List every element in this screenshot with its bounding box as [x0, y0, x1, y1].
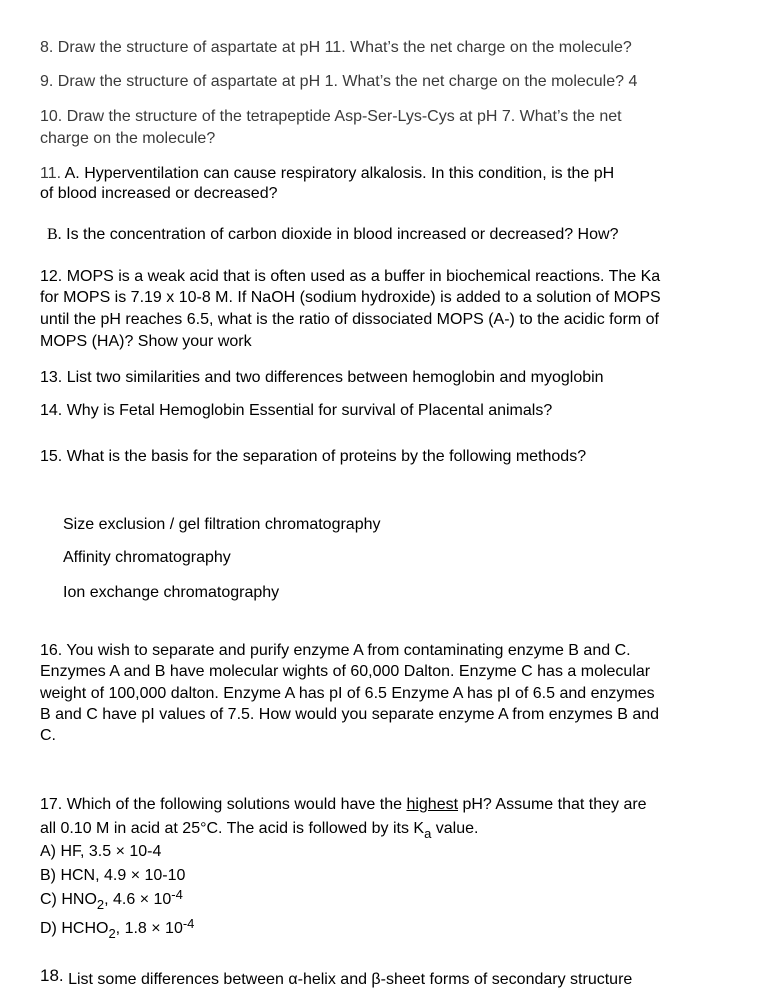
question-16-line-5: C. — [40, 727, 56, 744]
question-9: 9. Draw the structure of aspartate at pH 1. What’s the net charge on the molecule? 4 — [40, 73, 638, 90]
question-11b-label: B. — [47, 226, 62, 243]
question-18 — [40, 968, 632, 991]
option-c-subscript: 2 — [96, 897, 105, 912]
question-13: 13. List two similarities and two differences between hemoglobin and myoglobin — [40, 369, 604, 386]
question-11-number: 11. — [40, 165, 62, 182]
question-11b-text: Is the concentration of carbon dioxide in blood increased or decreased? How? — [61, 226, 619, 243]
option-d-text-a: D) HCHO — [40, 920, 109, 937]
option-d-subscript: 2 — [108, 926, 116, 941]
question-17-highest: highest — [406, 796, 459, 813]
question-16-line-3: weight of 100,000 dalton. Enzyme A has pI of 6.5 Enzyme A has pI of 6.5 and enzymes — [40, 685, 655, 702]
option-c-text-a: C) HNO — [40, 891, 97, 908]
option-d — [40, 918, 194, 940]
question-8: 8. Draw the structure of aspartate at pH 11. What’s the net charge on the molecule? — [40, 39, 632, 56]
option-b: B) HCN, 4.9 × 10-10 — [40, 867, 186, 884]
question-11b — [47, 224, 618, 246]
question-15: 15. What is the basis for the separation of proteins by the following methods? — [40, 448, 587, 465]
method-affinity: Affinity chromatography — [63, 549, 231, 566]
option-a: A) HF, 3.5 × 10-4 — [40, 843, 162, 860]
question-16-line-4: B and C have pI values of 7.5. How would you separate enzyme A from enzymes B and — [40, 706, 660, 723]
question-10-line-2: charge on the molecule? — [40, 130, 216, 147]
question-17-line-2 — [40, 818, 478, 840]
option-c — [40, 889, 183, 911]
question-12-line-1: 12. MOPS is a weak acid that is often used as a buffer in biochemical reactions. The Ka — [40, 268, 661, 285]
question-17-text-b: pH? Assume that they are — [458, 796, 647, 813]
option-c-text-b: , 4.6 × 10 — [104, 891, 172, 908]
question-16-line-2: Enzymes A and B have molecular wights of 60,000 Dalton. Enzyme C has a molecular — [40, 663, 651, 680]
question-11a-line-1 — [40, 163, 614, 185]
question-12-line-3: until the pH reaches 6.5, what is the ratio of dissociated MOPS (A-) to the acidic form of — [40, 311, 659, 328]
question-16-line-1: 16. You wish to separate and purify enzyme A from contaminating enzyme B and C. — [40, 642, 631, 659]
question-10-line-1: 10. Draw the structure of the tetrapeptide Asp-Ser-Lys-Cys at pH 7. What’s the net — [40, 108, 622, 125]
question-17-text-d: value. — [431, 820, 479, 837]
question-17-text-a: 17. Which of the following solutions would have the — [40, 796, 407, 813]
ka-subscript: a — [424, 826, 432, 841]
question-18-text: List some differences between α-helix and β-sheet forms of secondary structure — [63, 971, 633, 988]
option-d-superscript: -4 — [182, 916, 195, 931]
option-d-text-b: , 1.8 × 10 — [115, 920, 183, 937]
option-c-superscript: -4 — [171, 887, 183, 902]
question-12-line-4: MOPS (HA)? Show your work — [40, 333, 252, 350]
question-17-line-1 — [40, 794, 647, 816]
question-11a-line-2: of blood increased or decreased? — [40, 185, 278, 202]
question-18-number: 18. — [40, 966, 64, 985]
question-11a-text: A. Hyperventilation can cause respiratory alkalosis. In this condition, is the pH — [61, 165, 615, 182]
method-ion-exchange: Ion exchange chromatography — [63, 584, 280, 601]
method-size-exclusion: Size exclusion / gel filtration chromatography — [63, 516, 381, 533]
question-17-text-c: all 0.10 M in acid at 25°C. The acid is followed by its K — [40, 820, 425, 837]
question-12-line-2: for MOPS is 7.19 x 10-8 M. If NaOH (sodium hydroxide) is added to a solution of MOPS — [40, 289, 661, 306]
question-14: 14. Why is Fetal Hemoglobin Essential for survival of Placental animals? — [40, 402, 553, 419]
